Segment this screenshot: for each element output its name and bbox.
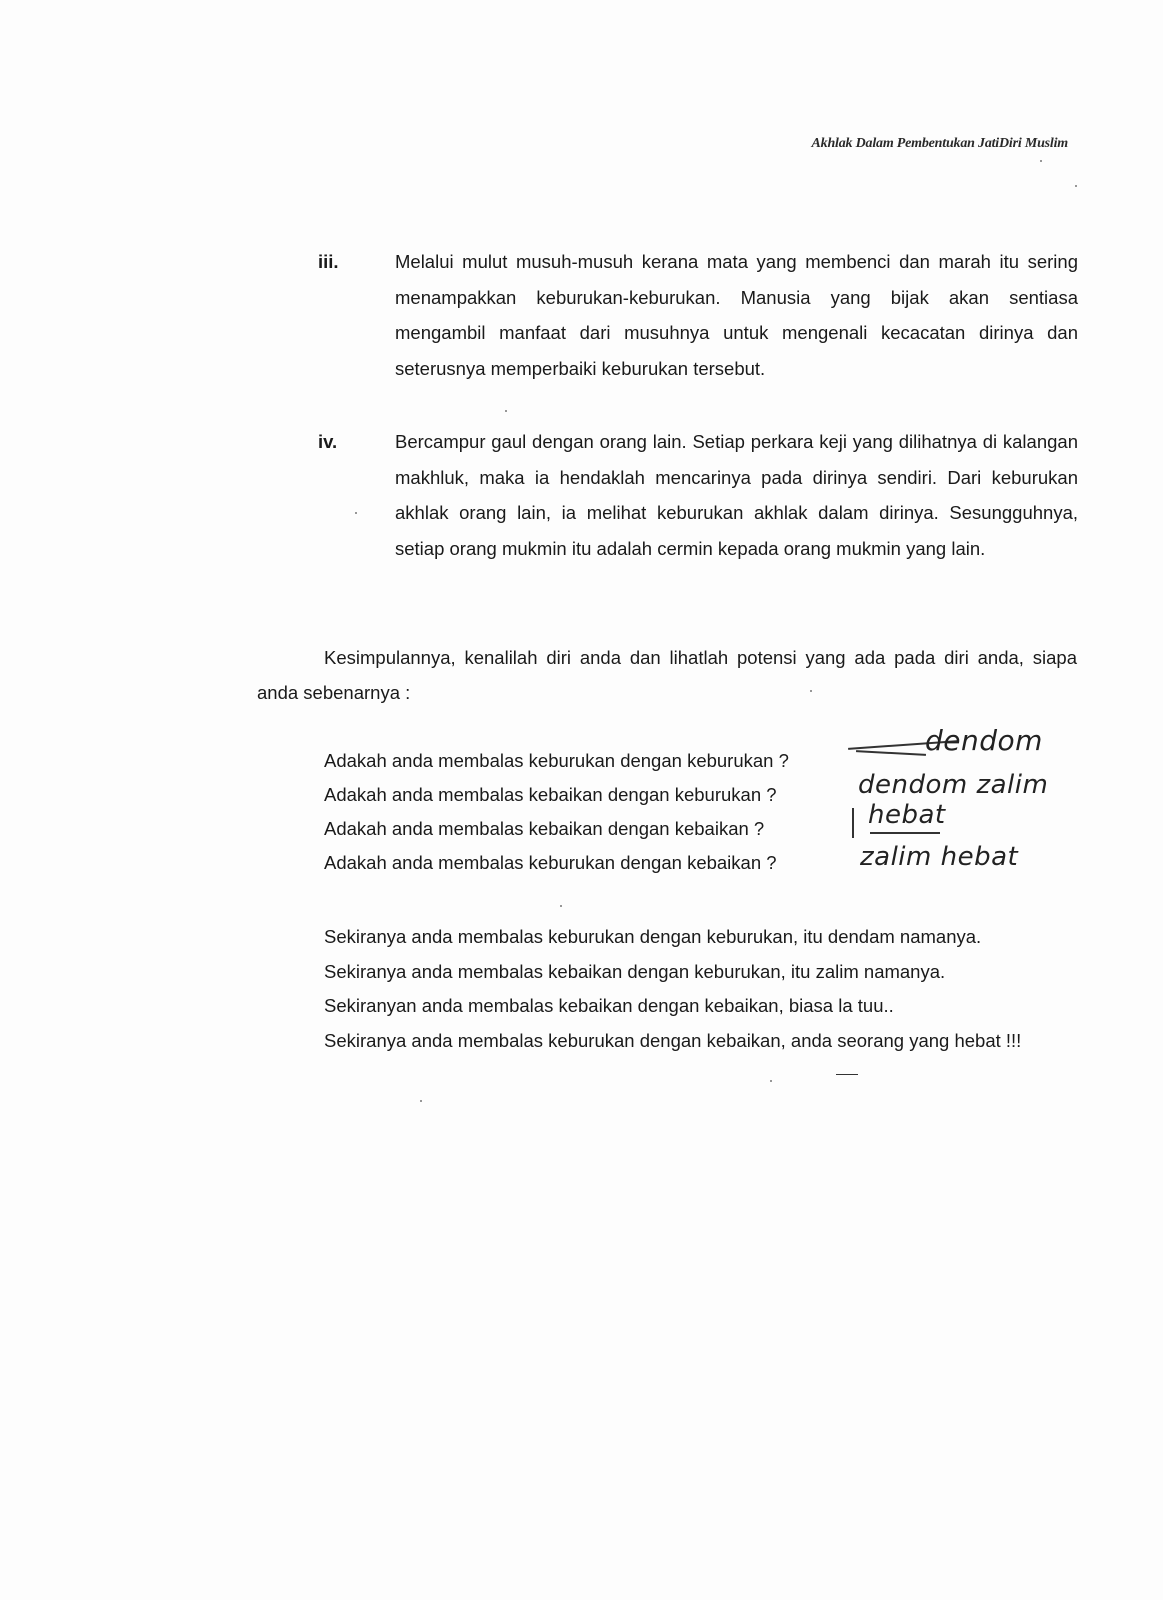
conclusion-paragraph: Kesimpulannya, kenalilah diri anda dan lihatlah potensi yang ada pada diri anda, siapa anda sebenarnya : [257,647,1077,703]
pencil-mark [836,1074,858,1075]
list-item-text: Bercampur gaul dengan orang lain. Setiap perkara keji yang dilihatnya di kalangan makhluk, maka ia hendaklah mencarinya pada dirinya sendiri. Dari keburukan akhlak orang lain, ia melihat keburukan akhlak dalam dirinya. Sesungguhnya, setiap orang mukmin itu adalah cermin kepada orang mukmin yang lain. [395,431,1078,559]
scan-speck [355,512,357,514]
handwritten-note: zalim hebat [860,842,1019,872]
handwritten-note: hebat [868,800,946,830]
summary-line: Sekiranyan anda membalas kebaikan dengan kebaikan, biasa la tuu.. [324,995,894,1016]
summary-line: Sekiranya anda membalas kebaikan dengan keburukan, itu zalim namanya. [324,960,946,982]
list-marker: iv. [318,431,338,452]
list-item-iv [318,424,1078,604]
running-header: Akhlak Dalam Pembentukan JatiDiri Muslim [811,136,1068,151]
question-line: Adakah anda membalas keburukan dengan keburukan ? [324,750,789,771]
strikeout-scribble [870,832,940,834]
handwritten-note: dendom [925,724,1043,757]
summary-line: Sekiranya anda membalas keburukan dengan kebaikan, anda seorang yang hebat !!! [324,1029,1022,1051]
list-marker: iii. [318,251,339,272]
handwritten-note: dendom zalim [858,770,1049,800]
summary-block [324,920,1069,1058]
list-item-text: Melalui mulut musuh-musuh kerana mata yang membenci dan marah itu sering menampakkan keburukan-keburukan. Manusia yang bijak akan sentiasa mengambil manfaat dari musuhnya untuk mengenali kecacatan dirinya dan seterusnya memperbaiki keburukan tersebut. [395,251,1078,379]
question-line: Adakah anda membalas keburukan dengan kebaikan ? [324,852,777,873]
question-line: Adakah anda membalas kebaikan dengan kebaikan ? [324,818,765,839]
question-list [324,744,844,880]
scan-speck [505,410,507,412]
handwritten-bracket [852,808,854,838]
question-line: Adakah anda membalas kebaikan dengan keburukan ? [324,784,777,805]
summary-line: Sekiranya anda membalas keburukan dengan keburukan, itu dendam namanya. [324,926,982,947]
scan-speck [560,905,562,907]
scan-speck [770,1080,772,1082]
strikeout-scribble [856,750,926,756]
scan-speck [810,690,812,692]
scan-speck [1075,185,1077,187]
list-item-iii [318,244,1078,386]
scan-speck [1040,160,1042,162]
scan-speck [420,1100,422,1102]
